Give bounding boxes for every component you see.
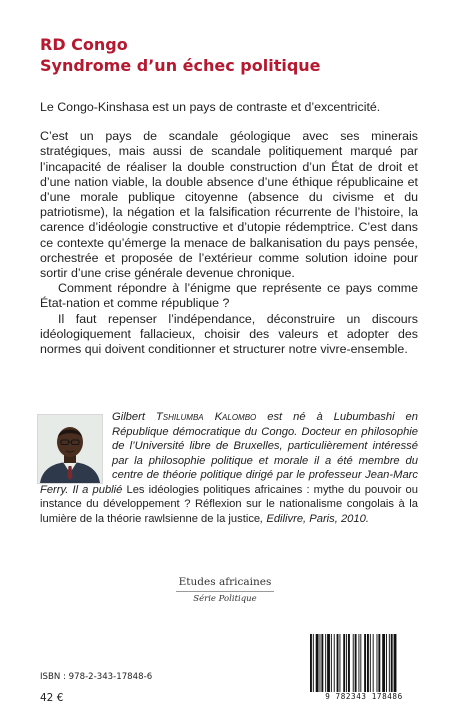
author-last-name: Tshilumba Kalombo <box>155 411 257 423</box>
series-label <box>0 576 450 604</box>
book-title <box>40 34 321 76</box>
paragraph-3: Il faut repenser l’indépendance, déconstruire un discours idéologiquement fallacieux, choisir des valeurs et adopter des normes qui doivent conditionner et structurer notre vivre-ensemble. <box>40 311 418 357</box>
title-line-1: RD Congo <box>40 35 128 54</box>
barcode-number: 9 782343 178486 <box>302 692 426 701</box>
back-cover-blurb <box>40 100 418 357</box>
book-reference: Les idéologies politiques africaines : mythe du pouvoir ou instance du développement ? Réflexion sur le nationalisme congolais à la lumière de la théorie rawlsienne de la justice <box>40 483 418 525</box>
price: 42 € <box>40 692 64 704</box>
author-first-name: Gilbert <box>112 411 156 423</box>
series-subtitle: Série Politique <box>193 594 257 604</box>
publisher-info: , Edilivre, Paris, 2010. <box>260 512 369 525</box>
title-line-2: Syndrome d’un échec politique <box>40 56 321 75</box>
paragraph-2: Comment répondre à l’énigme que représente ce pays comme État-nation et comme république ? <box>40 281 418 311</box>
series-divider <box>176 591 274 592</box>
bio-text: est né à Lubumbashi en République démocratique du Congo. Docteur en philosophie de l’Université libre de Bruxelles, particulièrement intéressé par la philosophie politique et morale il a été membre du centre de théorie politique dirigé par le professeur Jean-Marc Ferry. Il a publié <box>40 411 418 496</box>
paragraph-1: C’est un pays de scandale géologique avec ses minerais stratégiques, mais aussi de scandale politiquement marqué par l’incapacité de réaliser la double construction d’un État de droit et d’une nation viable, la double absence d’une éthique républicaine et d’une morale publique citoyenne (absence du civisme et du patriotisme), la négation et la falsification récurrente de l’histoire, la carence d’idéologie constructive et d’utopie rédemptrice. C’est dans ce contexte qu’émerge la menace de balkanisation du pays pensée, orchestrée et proposée de l’extérieur comme solution idoine pour sortir d’une crise générale devenue chronique. <box>40 129 418 281</box>
author-biography <box>40 410 418 526</box>
series-name: Etudes africaines <box>178 576 272 588</box>
lead-paragraph: Le Congo-Kinshasa est un pays de contraste et d’excentricité. <box>40 100 381 114</box>
isbn: ISBN : 978-2-343-17848-6 <box>40 672 153 682</box>
